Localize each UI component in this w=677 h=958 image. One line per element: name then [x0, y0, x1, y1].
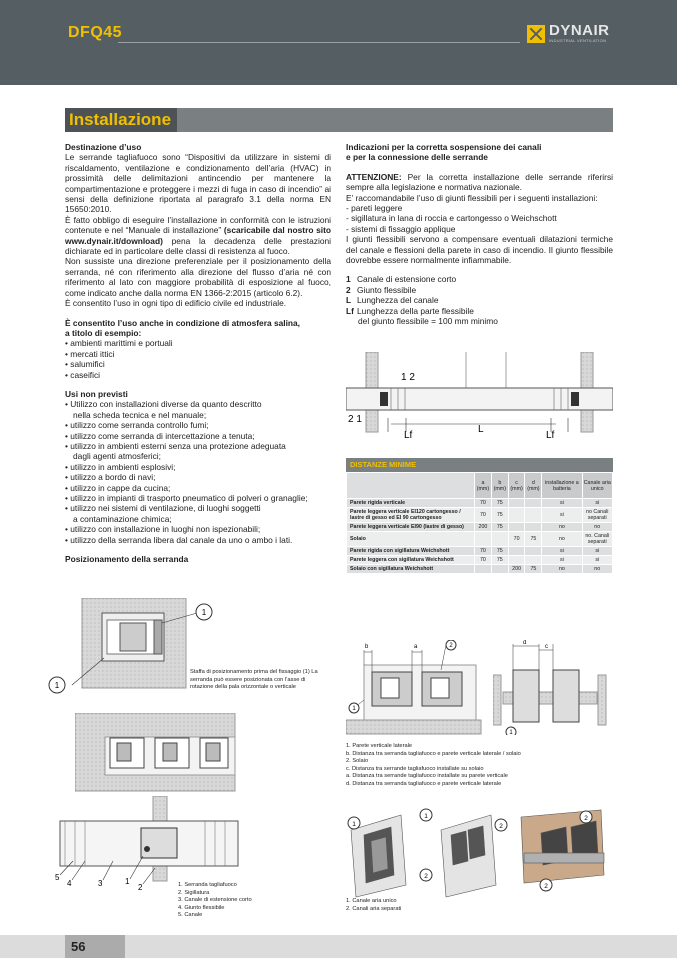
posizionamento-heading: Posizionamento della serranda	[65, 554, 189, 565]
list-item: 2. Sigillatura	[178, 889, 210, 896]
dist-label-b: b	[365, 644, 369, 650]
atmosfera-heading-1: È consentito l’uso anche in condizione di atmosfera salina,	[65, 317, 301, 328]
download-link-text: (scaricabile dal nostro sito www.dynair.it/download)	[65, 225, 331, 246]
destinazione-paragraph-2: È fatto obbligo di eseguire l’installazione in conformità con le istruzioni contenute e nel “Manuale di installazione” (scaricabile dal nostro sito www.dynair.it/download) pena la decadenza delle prestazioni dichiarate ed in particolare delle classi di resistenza al fuoco.	[65, 214, 331, 257]
legend-row: L Lunghezza del canale	[346, 295, 439, 306]
list-item: • utilizzo con installazione in luoghi non ispezionabili;	[65, 524, 261, 535]
dist-label-a: a	[414, 644, 418, 650]
destinazione-paragraph-1: Le serrande tagliafuoco sono “Dispositivi da utilizzare in sistemi di riscaldamento, ventilazione e condizionamento dell’aria (HVAC) in prossimità delle delimitazioni antincendio per mantenere la compartimentazione e proteggere i mezzi di fuga in caso di incendio” ai sensi della definizione riportata al paragrafo 3.1 della norma EN 15650:2010.	[65, 152, 331, 215]
isometric-diagrams	[346, 805, 613, 900]
list-item: • caseifici	[65, 369, 101, 380]
brand-logo	[527, 24, 610, 43]
page-header	[0, 0, 677, 85]
usi-heading: Usi non previsti	[65, 388, 128, 399]
table-row: Parete leggera verticale EI90 (lastre di gesso) 200 75 no no	[347, 523, 613, 532]
list-item: c. Distanza tra serrande tagliafuoco installate su solaio	[346, 765, 484, 772]
destinazione-heading: Destinazione d’uso	[65, 142, 142, 152]
attenzione-label: ATTENZIONE:	[346, 171, 402, 182]
right-column	[346, 142, 613, 327]
table-row: Solaio 70 75 no no. Canali separati	[347, 532, 613, 547]
list-item: • utilizzo come serranda di intercettazione a tenuta;	[65, 430, 255, 441]
list-item: a contaminazione chimica;	[73, 513, 172, 524]
list-item: • mercati ittici	[65, 348, 115, 359]
col-header: installazione a batteria	[542, 473, 582, 499]
list-item: • utilizzo in cappe da cucina;	[65, 482, 171, 493]
duct-section-diagram	[55, 796, 240, 891]
distance-legend	[346, 743, 521, 788]
fig1-callout-1a: 1	[201, 608, 207, 617]
table-row: Parete rigida con sigillatura Weichshott 70 75 si si	[347, 547, 613, 556]
flexible-joint-diagram	[346, 352, 613, 442]
battery-installation-diagram	[75, 713, 240, 793]
usi-list	[65, 399, 331, 545]
fig3-label-5: 5	[55, 873, 60, 882]
duct-label-lf-right: Lf	[546, 430, 555, 441]
list-item: 1. Serranda tagliafuoco	[178, 882, 237, 888]
list-item: 3. Canale di estensione corto	[178, 897, 252, 903]
fig1-caption: Staffa di posizionamento prima del fissaggio (1) La serranda può essere posizionata con l’asse di rotazione della pala orizzontale o verticale	[190, 669, 318, 690]
list-item: • salumifici	[65, 359, 105, 370]
table-title: DISTANZE MINIME	[346, 458, 613, 472]
list-item: d. Distanza tra serranda tagliafuoco e parete verticale laterale	[346, 780, 502, 787]
left-column	[65, 142, 331, 564]
distance-diagram-floor	[493, 640, 608, 735]
suspension-heading-1: Indicazioni per la corretta sospensione dei canali	[346, 142, 542, 152]
dist-label-d: d	[523, 640, 527, 646]
destinazione-paragraph-4: È consentito l’uso in ogni tipo di edificio civile ed industriale.	[65, 298, 287, 309]
fig3-label-4: 4	[67, 879, 72, 888]
iso-label-2d: 2	[544, 883, 548, 890]
list-item: • Utilizzo con installazioni diverse da quanto descritto	[65, 399, 262, 410]
distance-diagram-wall	[346, 640, 486, 735]
list-item: - sistemi di fissaggio applique	[346, 223, 456, 234]
list-item: 2. Solaio	[346, 758, 369, 764]
list-item: dagli agenti atmosferici;	[73, 451, 161, 462]
list-item: - sigillatura in lana di roccia e cartongesso o Weichschott	[346, 213, 557, 224]
isometric-legend	[346, 898, 401, 913]
brand-tagline: INDUSTRIAL VENTILATION	[549, 38, 607, 43]
list-item: • utilizzo a bordo di navi;	[65, 472, 156, 483]
iso-label-2c: 2	[584, 815, 588, 822]
duct-label-l: L	[478, 424, 484, 435]
fig3-legend	[178, 882, 252, 920]
col-header: c (mm)	[508, 473, 525, 499]
col-header: a (mm)	[475, 473, 492, 499]
section-title-bar	[65, 108, 613, 132]
list-item: 4. Giunto flessibile	[178, 904, 225, 911]
table-row: Parete leggera con sigillatura Weichshott 70 75 si si	[347, 556, 613, 565]
col-header: d (mm)	[525, 473, 542, 499]
dist-label-2: 2	[449, 643, 453, 649]
atmosfera-heading-2: a titolo di esempio:	[65, 327, 142, 338]
destinazione-paragraph-3: Non sussiste una direzione preferenziale per il posizionamento della serranda, né con riferimento alla direzione del flusso d’aria né con riferimento al lato con maggiore probabilità di esposizione al fuoco, come indicato anche dalla norma EN 1366-2:2015 (articolo 6.2).	[65, 256, 331, 298]
legend-row: 2 Giunto flessibile	[346, 284, 417, 295]
list-item: 5. Canale	[178, 912, 203, 918]
fig3-label-1: 1	[125, 877, 130, 886]
legend-row: 1 Canale di estensione corto	[346, 274, 457, 285]
list-item: • ambienti marittimi e portuali	[65, 338, 173, 349]
section-title: Installazione	[69, 110, 172, 129]
list-item: a. Distanza tra serrande tagliafuoco installate su parete verticale	[346, 773, 508, 779]
page-number: 56	[71, 939, 86, 954]
iso-label-2b: 2	[499, 823, 503, 830]
list-item: • utilizzo in ambienti esplosivi;	[65, 461, 176, 472]
duct-label-lf-left: Lf	[404, 430, 413, 441]
product-code: DFQ45	[68, 24, 123, 41]
suspension-heading-2: e per la connessione delle serrande	[346, 152, 488, 163]
list-item: 2. Canali aria separati	[346, 905, 402, 912]
list-item: 1. Parete verticale laterale	[346, 743, 413, 749]
dist-label-c: c	[545, 644, 548, 650]
page-number-box	[65, 935, 125, 958]
atmosfera-list	[65, 338, 331, 380]
fig3-label-3: 3	[98, 879, 103, 888]
col-header: Canale aria unico	[582, 473, 613, 499]
list-item: b. Distanza tra serranda tagliafuoco e parete verticale laterale / solaio	[346, 750, 521, 757]
header-divider	[118, 42, 520, 43]
min-distances-table	[346, 458, 613, 574]
dist-label-1: 1	[352, 706, 356, 712]
raccomandazione-intro: E’ raccomandabile l’uso di giunti flessibili per i seguenti installazioni:	[346, 192, 598, 203]
legend-note: del giunto flessibile = 100 mm minimo	[358, 316, 498, 327]
brand-name: DYNAIR	[549, 22, 610, 39]
list-item: • utilizzo in impianti di trasporto pneumatico di polveri o granaglie;	[65, 493, 308, 503]
duct-label-2-1: 2 1	[348, 414, 362, 425]
list-item: • utilizzo nei sistemi di ventilazione, di luoghi soggetti	[65, 503, 261, 514]
dynair-logo-icon	[527, 25, 545, 43]
iso-label-2a: 2	[424, 873, 428, 880]
list-item: • utilizzo in ambienti esterni senza una protezione adeguata	[65, 440, 286, 451]
giunti-paragraph: I giunti flessibili servono a compensare eventuali dilatazioni termiche del canale e flessioni della parete in caso di incendio. Il giunto flessibile dovrebbe essere normalmente infiammabile.	[346, 234, 613, 266]
dist-label-1b: 1	[509, 730, 513, 735]
table-row: Parete leggera verticale EI120 cartongesso / lastre di gesso ed EI 90 cartongesso 70 75 si no Canali separati	[347, 508, 613, 523]
iso-label-1a: 1	[352, 821, 356, 828]
list-item: • utilizzo come serranda controllo fumi;	[65, 420, 209, 431]
attenzione-paragraph: ATTENZIONE: Per la corretta installazione delle serrande riferirsi sempre alla legislazione e normativa nazionale.	[346, 171, 613, 193]
list-item: nella scheda tecnica e nel manuale;	[73, 409, 207, 420]
duct-label-1-2: 1 2	[401, 372, 415, 383]
list-item: • utilizzo della serranda libera dal canale da uno o ambo i lati.	[65, 534, 293, 545]
fig3-label-2: 2	[138, 883, 143, 891]
col-header: b (mm)	[491, 473, 508, 499]
table-row: Parete rigida verticale 70 75 si si	[347, 499, 613, 508]
list-item: - pareti leggere	[346, 203, 403, 214]
iso-label-1b: 1	[424, 813, 428, 820]
fig1-callout-1b: 1	[54, 681, 60, 690]
legend-row: Lf Lunghezza della parte flessibile	[346, 305, 474, 316]
list-item: 1. Canale aria unico	[346, 898, 397, 904]
table-row: Solaio con sigillatura Weichshott 200 75 no no	[347, 565, 613, 574]
